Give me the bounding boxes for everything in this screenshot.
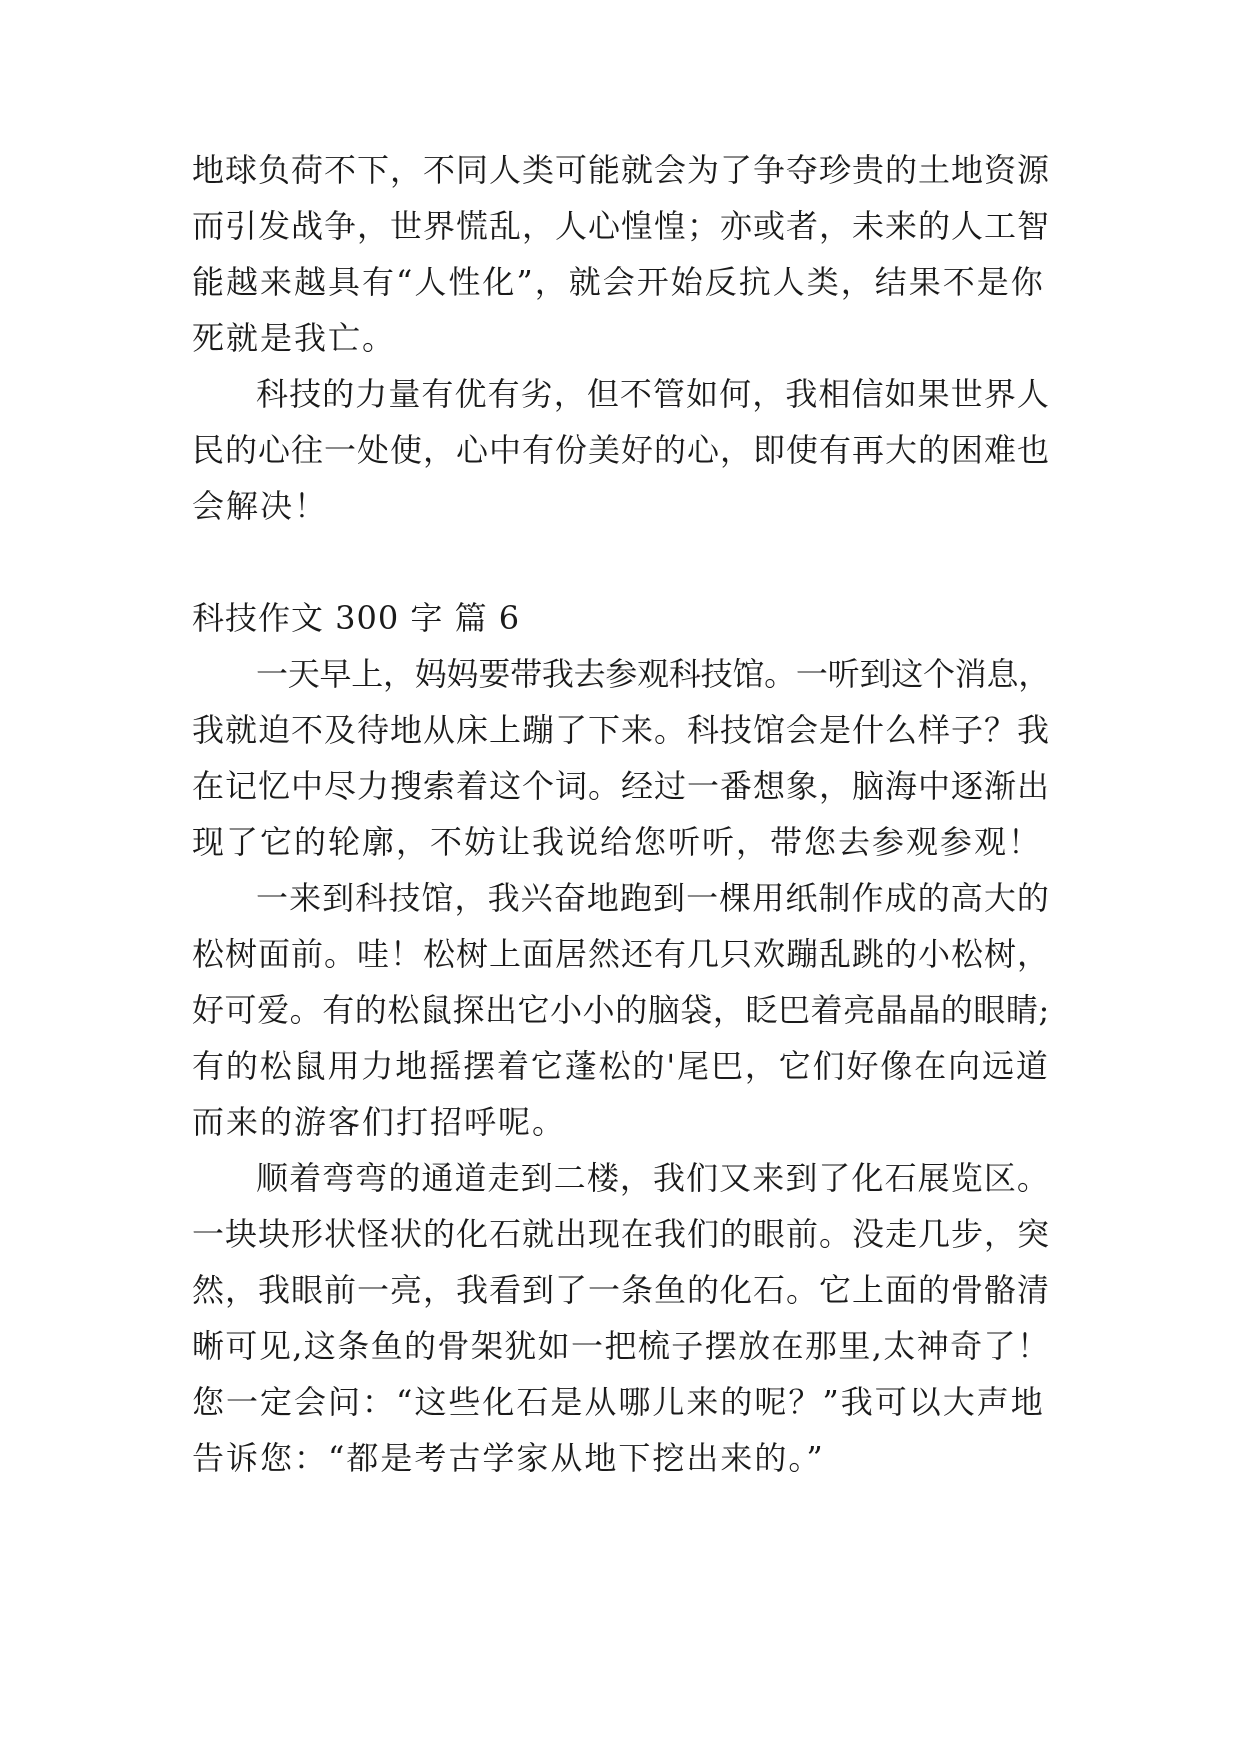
paragraph-line: 我就迫不及待地从床上蹦了下来。科技馆会是什么样子？我	[192, 711, 1051, 749]
paragraph-line: 有的松鼠用力地摇摆着它蓬松的'尾巴，它们好像在向远道	[192, 1047, 1050, 1085]
paragraph-line: 死就是我亡。	[192, 319, 397, 357]
paragraph-line: 晰可见,这条鱼的骨架犹如一把梳子摆放在那里,太神奇了！	[192, 1327, 1051, 1365]
paragraph-line: 地球负荷不下，不同人类可能就会为了争夺珍贵的土地资源	[192, 151, 1051, 189]
paragraph-line: 然，我眼前一亮，我看到了一条鱼的化石。它上面的骨骼清	[192, 1271, 1051, 1309]
paragraph-line: 会解决！	[192, 487, 329, 525]
paragraph-line: 而引发战争，世界慌乱，人心惶惶；亦或者，未来的人工智	[192, 207, 1051, 245]
paragraph-line: 而来的游客们打招呼呢。	[192, 1103, 567, 1141]
paragraph-line: 在记忆中尽力搜索着这个词。经过一番想象，脑海中逐渐出	[192, 767, 1051, 805]
paragraph-line: 一来到科技馆，我兴奋地跑到一棵用纸制作成的高大的	[256, 879, 1051, 917]
paragraph-line: 顺着弯弯的通道走到二楼，我们又来到了化石展览区。	[256, 1159, 1051, 1197]
paragraph-line: 现了它的轮廓，不妨让我说给您听听，带您去参观参观！	[192, 823, 1043, 861]
paragraph-line: 告诉您：“都是考古学家从地下挖出来的。”	[192, 1439, 825, 1477]
paragraph-line: 能越来越具有“人性化”，就会开始反抗人类，结果不是你	[192, 263, 1045, 301]
paragraph-line: 民的心往一处使，心中有份美好的心，即使有再大的困难也	[192, 431, 1051, 469]
paragraph-line: 科技的力量有优有劣，但不管如何，我相信如果世界人	[256, 375, 1051, 413]
paragraph-line: 一块块形状怪状的化石就出现在我们的眼前。没走几步，突	[192, 1215, 1051, 1253]
section-heading: 科技作文 300 字 篇 6	[192, 599, 521, 637]
paragraph-line: 好可爱。有的松鼠探出它小小的脑袋，眨巴着亮晶晶的眼睛;	[192, 991, 1050, 1029]
paragraph-line: 松树面前。哇！松树上面居然还有几只欢蹦乱跳的小松树，	[192, 935, 1051, 973]
paragraph-line: 您一定会问：“这些化石是从哪儿来的呢？”我可以大声地	[192, 1383, 1045, 1421]
paragraph-line: 一天早上，妈妈要带我去参观科技馆。一听到这个消息，	[256, 655, 1051, 693]
